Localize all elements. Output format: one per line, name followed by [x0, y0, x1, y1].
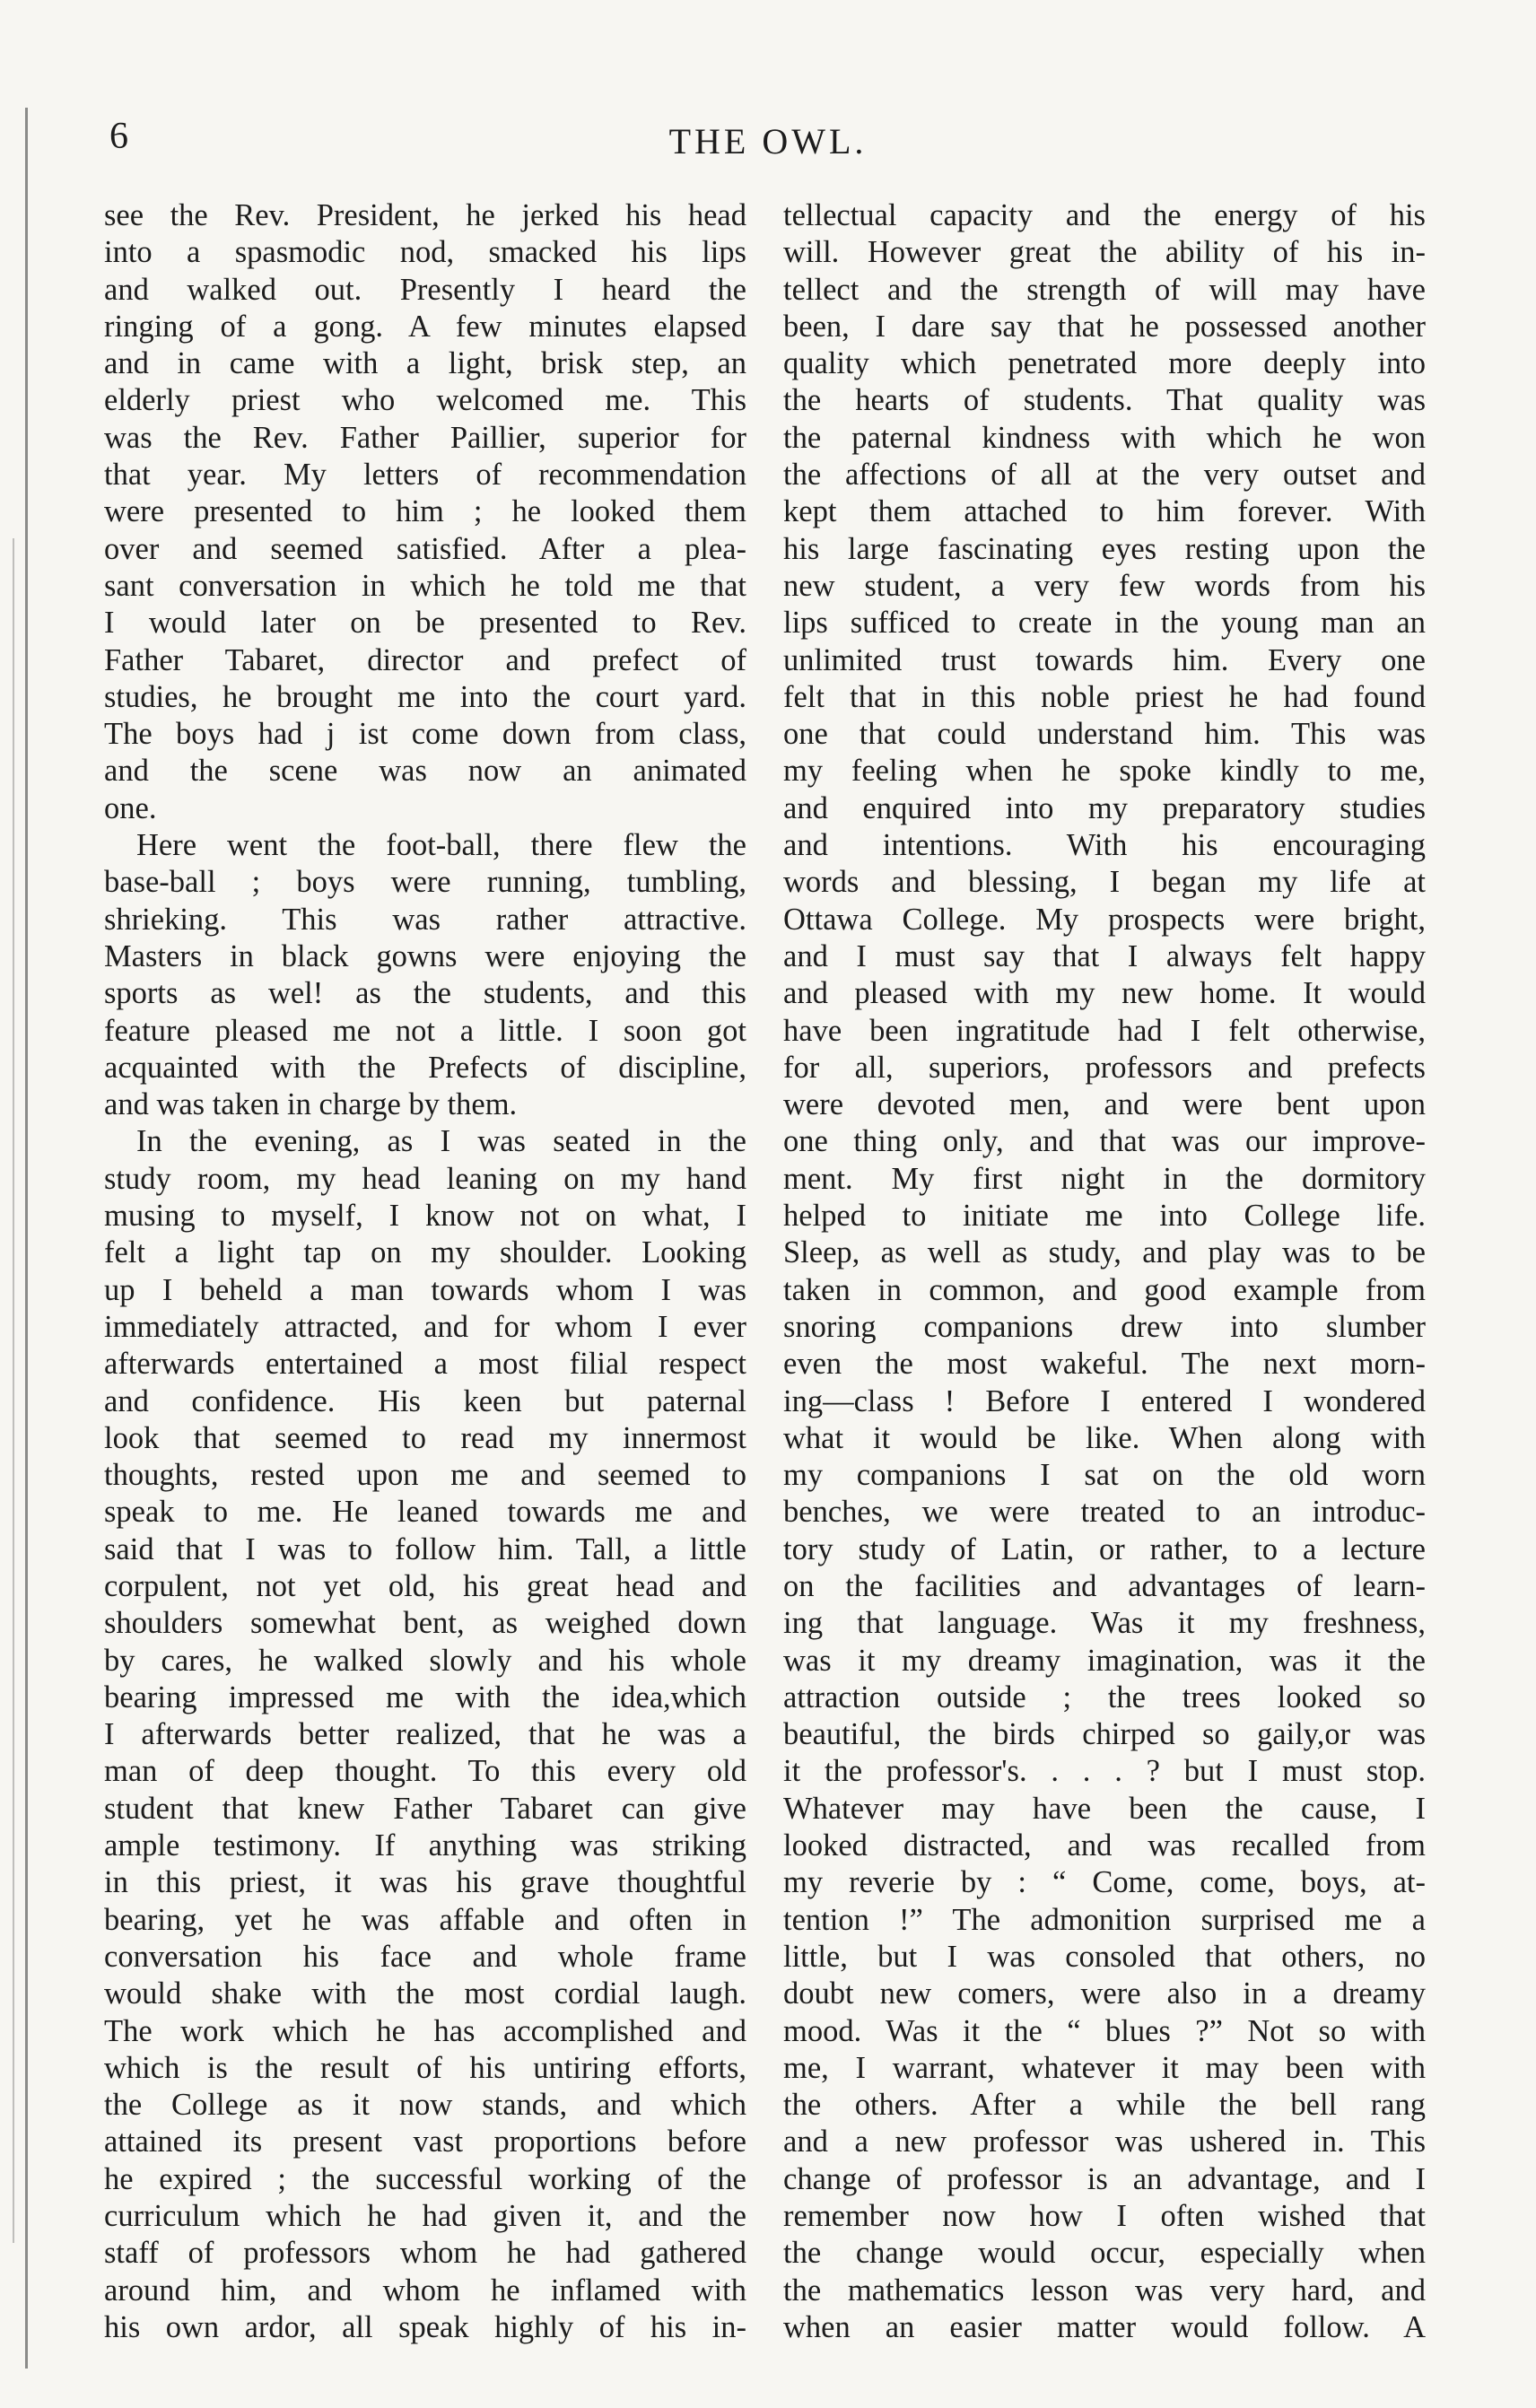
text-line: mood. Was it the “ blues ?” Not so with: [783, 2013, 1426, 2048]
text-line: In the evening, as I was seated in the: [136, 1124, 746, 1159]
text-line: said that I was to follow him. Tall, a little: [104, 1531, 746, 1566]
text-line: sports as wel! as the students, and this: [104, 976, 746, 1011]
text-line: felt that in this noble priest he had found: [783, 679, 1426, 714]
text-line: and intentions. With his encouraging: [783, 828, 1426, 863]
text-line: what it would be like. When along with: [783, 1420, 1426, 1455]
text-line: when an easier matter would follow. A: [783, 2309, 1426, 2344]
text-line: feature pleased me not a little. I soon got: [104, 1013, 746, 1048]
text-line: immediately attracted, and for whom I ever: [104, 1309, 746, 1344]
text-line: and pleased with my new home. It would: [783, 976, 1426, 1011]
text-line: I afterwards better realized, that he was a: [104, 1717, 746, 1752]
text-line: Masters in black gowns were enjoying the: [104, 938, 746, 973]
text-line: looked distracted, and was recalled from: [783, 1828, 1426, 1863]
text-line: over and seemed satisfied. After a plea-: [104, 531, 746, 566]
text-line: lips sufficed to create in the young man an: [783, 606, 1426, 641]
text-line: quality which penetrated more deeply into: [783, 346, 1426, 381]
text-line: and I must say that I always felt happy: [783, 938, 1426, 973]
text-line: and was taken in charge by them.: [104, 1087, 518, 1122]
text-line: have been ingratitude had I felt otherwise,: [783, 1013, 1426, 1048]
text-line: and confidence. His keen but paternal: [104, 1383, 746, 1418]
text-line: on the facilities and advantages of learn-: [783, 1568, 1426, 1603]
text-line: Ottawa College. My prospects were bright,: [783, 902, 1426, 937]
text-line: Sleep, as well as study, and play was to be: [783, 1235, 1426, 1270]
text-line: afterwards entertained a most filial respect: [104, 1347, 746, 1382]
text-line: acquainted with the Prefects of discipline,: [104, 1050, 746, 1085]
text-line: ment. My first night in the dormitory: [783, 1161, 1426, 1196]
text-line: the hearts of students. That quality was: [783, 383, 1426, 418]
text-line: shrieking. This was rather attractive.: [104, 902, 746, 937]
text-line: taken in common, and good example from: [783, 1272, 1426, 1307]
text-line: the mathematics lesson was very hard, and: [783, 2273, 1426, 2308]
text-line: my companions I sat on the old worn: [783, 1458, 1426, 1493]
text-line: would shake with the most cordial laugh.: [104, 1976, 746, 2011]
text-line: attained its present vast proportions before: [104, 2124, 746, 2159]
text-line: and a new professor was ushered in. This: [783, 2124, 1426, 2159]
text-line: attraction outside ; the trees looked so: [783, 1679, 1426, 1714]
text-line: bearing, yet he was affable and often in: [104, 1902, 746, 1937]
text-line: was it my dreamy imagination, was it the: [783, 1643, 1426, 1678]
binding-edge: [25, 108, 28, 2369]
text-line: and in came with a light, brisk step, an: [104, 346, 746, 381]
text-line: base-ball ; boys were running, tumbling,: [104, 865, 746, 900]
text-line: ing—class ! Before I entered I wondered: [783, 1383, 1426, 1418]
text-line: Father Tabaret, director and prefect of: [104, 642, 746, 677]
text-line: the paternal kindness with which he won: [783, 420, 1426, 455]
text-line: studies, he brought me into the court yard.: [104, 679, 746, 714]
text-line: his own ardor, all speak highly of his in-: [104, 2309, 746, 2344]
text-line: conversation his face and whole frame: [104, 1939, 746, 1974]
text-line: and the scene was now an animated: [104, 754, 746, 789]
text-line: kept them attached to him forever. With: [783, 494, 1426, 529]
text-line: tory study of Latin, or rather, to a lecture: [783, 1531, 1426, 1566]
text-line: felt a light tap on my shoulder. Looking: [104, 1235, 746, 1270]
text-line: words and blessing, I began my life at: [783, 865, 1426, 900]
text-line: look that seemed to read my innermost: [104, 1420, 746, 1455]
text-line: in this priest, it was his grave thoughtful: [104, 1865, 746, 1900]
text-line: the change would occur, especially when: [783, 2236, 1426, 2271]
text-line: The boys had j ist come down from class,: [104, 717, 746, 752]
text-line: sant conversation in which he told me that: [104, 568, 746, 603]
text-line: tention !” The admonition surprised me a: [783, 1902, 1426, 1937]
text-line: were devoted men, and were bent upon: [783, 1087, 1426, 1122]
text-line: for all, superiors, professors and prefects: [783, 1050, 1426, 1085]
text-line: new student, a very few words from his: [783, 568, 1426, 603]
text-line: the College as it now stands, and which: [104, 2088, 746, 2123]
text-line: speak to me. He leaned towards me and: [104, 1495, 746, 1530]
text-line: by cares, he walked slowly and his whole: [104, 1643, 746, 1678]
text-line: little, but I was consoled that others, no: [783, 1939, 1426, 1974]
text-line: ample testimony. If anything was striking: [104, 1828, 746, 1863]
text-line: helped to initiate me into College life.: [783, 1199, 1426, 1234]
text-line: curriculum which he had given it, and the: [104, 2199, 746, 2234]
right-column: [783, 197, 1426, 2346]
text-line: doubt new comers, were also in a dreamy: [783, 1976, 1426, 2011]
text-line: staff of professors whom he had gathered: [104, 2236, 746, 2271]
text-line: bearing impressed me with the idea,which: [104, 1679, 746, 1714]
text-line: change of professor is an advantage, and I: [783, 2161, 1426, 2196]
text-line: The work which he has accomplished and: [104, 2013, 746, 2048]
text-line: that year. My letters of recommendation: [104, 458, 746, 493]
text-line: thoughts, rested upon me and seemed to: [104, 1458, 746, 1493]
text-line: around him, and whom he inflamed with: [104, 2273, 746, 2308]
text-line: which is the result of his untiring efforts,: [104, 2050, 746, 2085]
text-line: shoulders somewhat bent, as weighed down: [104, 1606, 746, 1641]
text-line: I would later on be presented to Rev.: [104, 606, 746, 641]
left-column: [104, 197, 746, 2346]
text-line: beautiful, the birds chirped so gaily,or was: [783, 1717, 1426, 1752]
text-line: study room, my head leaning on my hand: [104, 1161, 746, 1196]
text-line: was the Rev. Father Paillier, superior for: [104, 420, 746, 455]
text-line: me, I warrant, whatever it may been with: [783, 2050, 1426, 2085]
text-line: into a spasmodic nod, smacked his lips: [104, 235, 746, 270]
text-line: musing to myself, I know not on what, I: [104, 1199, 746, 1234]
text-line: snoring companions drew into slumber: [783, 1309, 1426, 1344]
text-line: elderly priest who welcomed me. This: [104, 383, 746, 418]
text-line: his large fascinating eyes resting upon the: [783, 531, 1426, 566]
text-line: it the professor's. . . . ? but I must stop.: [783, 1754, 1426, 1789]
text-line: man of deep thought. To this every old: [104, 1754, 746, 1789]
text-line: he expired ; the successful working of the: [104, 2161, 746, 2196]
text-line: remember now how I often wished that: [783, 2199, 1426, 2234]
text-line: will. However great the ability of his in-: [783, 235, 1426, 270]
text-line: Here went the foot-ball, there flew the: [136, 828, 746, 863]
text-line: Whatever may have been the cause, I: [783, 1791, 1426, 1826]
text-line: one that could understand him. This was: [783, 717, 1426, 752]
running-head: THE OWL.: [668, 121, 868, 161]
text-line: been, I dare say that he possessed another: [783, 309, 1426, 344]
binding-edge-shadow: [13, 538, 14, 2243]
text-line: my reverie by : “ Come, come, boys, at-: [783, 1865, 1426, 1900]
text-line: benches, we were treated to an introduc-: [783, 1495, 1426, 1530]
text-line: corpulent, not yet old, his great head and: [104, 1568, 746, 1603]
text-line: my feeling when he spoke kindly to me,: [783, 754, 1426, 789]
text-line: tellect and the strength of will may have: [783, 272, 1426, 307]
text-line: unlimited trust towards him. Every one: [783, 642, 1426, 677]
text-line: up I beheld a man towards whom I was: [104, 1272, 746, 1307]
text-line: even the most wakeful. The next morn-: [783, 1347, 1426, 1382]
text-line: see the Rev. President, he jerked his head: [104, 198, 746, 232]
text-line: tellectual capacity and the energy of his: [783, 198, 1426, 232]
text-line: one thing only, and that was our improve-: [783, 1124, 1426, 1159]
text-line: ringing of a gong. A few minutes elapsed: [104, 309, 746, 344]
text-line: ing that language. Was it my freshness,: [783, 1606, 1426, 1641]
page-number: 6: [109, 116, 128, 157]
text-line: student that knew Father Tabaret can give: [104, 1791, 746, 1826]
text-line: were presented to him ; he looked them: [104, 494, 746, 529]
text-line: and walked out. Presently I heard the: [104, 272, 746, 307]
text-line: the affections of all at the very outset and: [783, 458, 1426, 493]
text-line: the others. After a while the bell rang: [783, 2088, 1426, 2123]
text-line: one.: [104, 790, 157, 825]
text-line: and enquired into my preparatory studies: [783, 790, 1426, 825]
